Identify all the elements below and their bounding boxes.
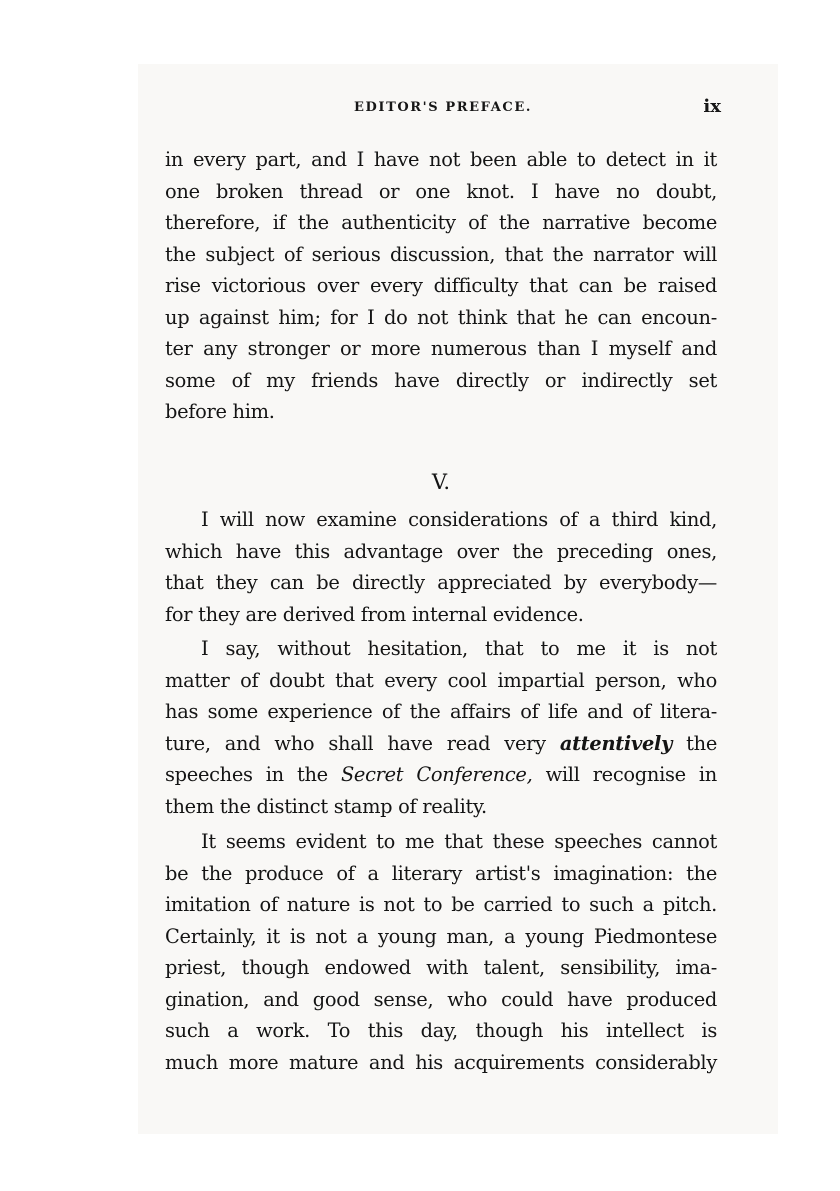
text-line: for they are derived from internal evidence.: [165, 602, 584, 626]
section-heading: V.: [431, 470, 451, 494]
text-line: has some experience of the affairs of life and of litera-: [165, 700, 717, 723]
text-line: It seems evident to me that these speeches cannot: [201, 830, 717, 853]
text-line: the subject of serious discussion, that the narrator will: [165, 242, 717, 266]
text-line: gination, and good sense, who could have produced: [165, 987, 717, 1011]
text-line: before him.: [165, 400, 275, 423]
paragraph-third-kind: [165, 504, 717, 630]
text-line: matter of doubt that every cool impartial person, who: [165, 668, 717, 692]
text-line: Certainly, it is not a young man, a young Piedmontese: [165, 924, 717, 948]
text-line: up against him; for I do not think that he can encoun-: [165, 305, 717, 329]
italic-word-attentively: attentively: [559, 731, 673, 755]
paragraph-speeches: [165, 826, 717, 1078]
text-line: imitation of nature is not to be carried to such a pitch.: [165, 893, 717, 916]
text-line: ter any stronger or more numerous than I myself and: [165, 337, 717, 360]
text-line: such a work. To this day, though his intellect is: [165, 1019, 717, 1042]
text-line: I will now examine considerations of a third kind,: [201, 508, 717, 531]
text-fragment: will recognise in: [545, 763, 717, 786]
text-line-secret-conference: [165, 759, 717, 791]
running-title: EDITOR'S PREFACE.: [354, 100, 532, 115]
text-fragment: speeches in the: [165, 763, 328, 786]
text-line: them the distinct stamp of reality.: [165, 794, 487, 818]
text-line: rise victorious over every difficulty that can be raised: [165, 274, 717, 297]
text-line: in every part, and I have not been able to detect in it: [165, 148, 717, 171]
running-head: [165, 96, 721, 120]
italic-title-secret-conference: Secret Conference,: [340, 763, 533, 786]
text-fragment: ture, and who shall have read very: [165, 731, 546, 755]
page-number: ix: [703, 96, 721, 117]
text-line-attentively: [165, 728, 717, 760]
paragraph-without-hesitation: [165, 633, 717, 822]
text-line: therefore, if the authenticity of the narrative become: [165, 211, 717, 234]
text-line: that they can be directly appreciated by everybody—: [165, 571, 717, 594]
text-line: priest, though endowed with talent, sensibility, ima-: [165, 956, 717, 979]
text-line: some of my friends have directly or indirectly set: [165, 368, 717, 392]
text-line: one broken thread or one knot. I have no doubt,: [165, 179, 717, 203]
text-fragment: the: [686, 731, 717, 755]
paragraph-continuation: [165, 144, 717, 428]
text-line: much more mature and his acquirements considerably: [165, 1050, 717, 1074]
text-line: which have this advantage over the preceding ones,: [165, 539, 717, 563]
text-line: I say, without hesitation, that to me it is not: [201, 637, 717, 660]
text-line: be the produce of a literary artist's imagination: the: [165, 861, 717, 885]
